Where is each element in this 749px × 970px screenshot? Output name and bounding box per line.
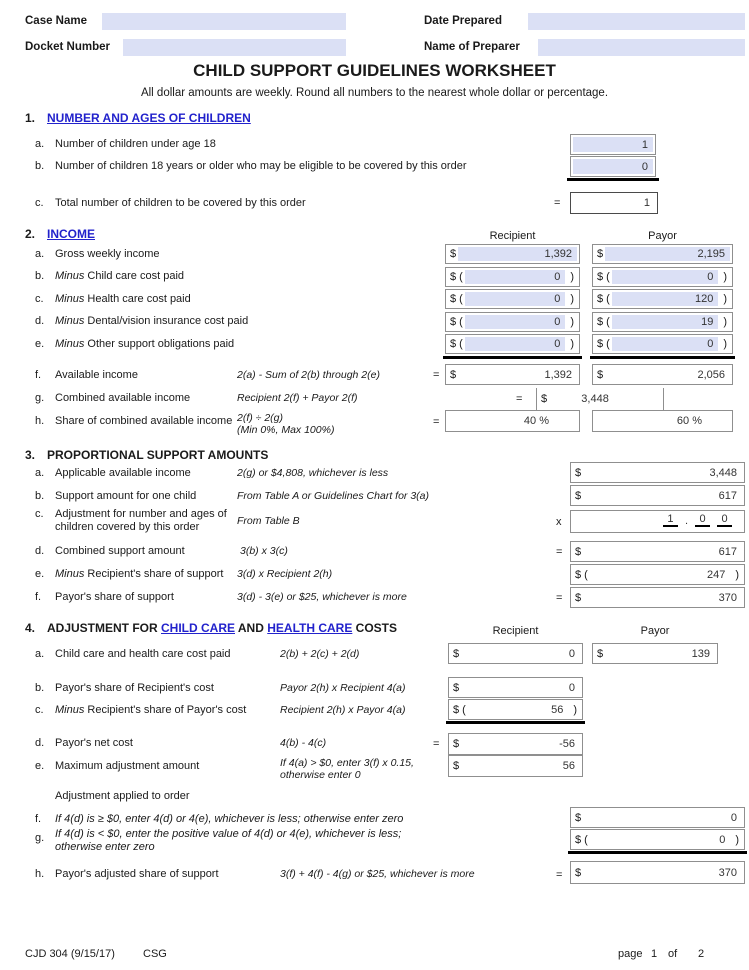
row-1b-label: Number of children 18 years or older who may be eligible to be covered by this order (55, 160, 467, 172)
row-2a-label: Gross weekly income (55, 248, 160, 260)
sum-line-2e-recipient (443, 356, 582, 359)
dollar-sign: $ (450, 248, 457, 260)
row-4a-label: Child care and health care cost paid (55, 648, 231, 660)
adjustment-applied-sublabel: Adjustment applied to order (55, 790, 190, 802)
dollar-sign: $ (453, 647, 460, 660)
row-2f-label: Available income (55, 369, 138, 381)
field-4h-payor-adjusted-share: $ 370 (570, 861, 745, 884)
dollar-sign: $ (453, 760, 460, 772)
row-3d-formula: 3(b) x 3(c) (240, 545, 288, 557)
section3-heading: PROPORTIONAL SUPPORT AMOUNTS (47, 448, 269, 462)
row-4d-label: Payor's net cost (55, 737, 133, 749)
field-2a-recipient[interactable]: $ 1,392 (445, 244, 580, 264)
field-2g-combined-income: $ 3,448 (536, 388, 664, 410)
field-2a-payor[interactable]: $ 2,195 (592, 244, 733, 264)
sum-line-4g (568, 851, 747, 854)
docket-number-input[interactable] (123, 39, 346, 56)
row-3f-formula: 3(d) - 3(e) or $25, whichever is more (237, 591, 407, 603)
section1-number: 1. (25, 111, 36, 125)
row-3f-letter: f. (35, 591, 42, 603)
dollar-sign: $ (597, 368, 604, 381)
paren-open: ( (459, 316, 463, 328)
equals-sign: = (556, 592, 563, 604)
field-3b-one-child-amount: $ 617 (570, 485, 745, 506)
page-label: page (618, 948, 643, 960)
section1-heading-link[interactable]: NUMBER AND AGES OF CHILDREN (47, 111, 251, 125)
dollar-sign: $ (541, 393, 548, 405)
paren-open: ( (606, 316, 610, 328)
row-2g-letter: g. (35, 392, 45, 404)
section2-heading-link[interactable]: INCOME (47, 227, 95, 241)
field-2f-recipient: $ 1,392 (445, 364, 580, 385)
field-2c-recipient[interactable]: $ ( 0 ) (445, 289, 580, 309)
paren-close: ) (570, 338, 574, 350)
row-2a-letter: a. (35, 248, 45, 260)
dollar-sign: $ (450, 368, 457, 381)
case-name-input[interactable] (102, 13, 346, 30)
decimal-point: . (684, 515, 688, 527)
row-3e-label: Minus Recipient's share of support (55, 568, 224, 580)
dollar-sign: $ (575, 811, 582, 824)
field-4b-payor-share-recipient-cost: $ 0 (448, 677, 583, 698)
paren-open: ( (584, 833, 588, 846)
row-4e-formula-line1: If 4(a) > $0, enter 3(f) x 0.15, (280, 757, 414, 769)
row-4e-formula-line2: otherwise enter 0 (280, 769, 361, 781)
row-3a-letter: a. (35, 467, 45, 479)
paren-close: ) (735, 568, 739, 581)
sum-line-4c (446, 721, 585, 724)
paren-open: ( (606, 293, 610, 305)
row-4h-label: Payor's adjusted share of support (55, 868, 219, 880)
row-2c-label: Minus Health care cost paid (55, 293, 191, 305)
field-4g-adjustment-negative: $ ( 0 ) (570, 829, 745, 850)
form-title: CHILD SUPPORT GUIDELINES WORKSHEET (193, 61, 556, 80)
row-2h-label: Share of combined available income (55, 415, 233, 427)
row-4e-label: Maximum adjustment amount (55, 760, 200, 772)
equals-sign: = (554, 197, 561, 209)
row-3c-letter: c. (35, 508, 44, 520)
row-2e-label: Minus Other support obligations paid (55, 338, 235, 350)
dollar-sign: $ (575, 833, 582, 846)
paren-open: ( (459, 338, 463, 350)
dollar-sign: $ (450, 271, 457, 283)
row-3f-label: Payor's share of support (55, 591, 174, 603)
field-4a-recipient: $ 0 (448, 643, 583, 664)
section3-number: 3. (25, 448, 36, 462)
row-2g-formula: Recipient 2(f) + Payor 2(f) (237, 392, 358, 404)
row-3b-formula: From Table A or Guidelines Chart for 3(a) (237, 490, 429, 502)
paren-close: ) (570, 271, 574, 283)
page-of-label: of (668, 948, 678, 960)
equals-sign: = (516, 393, 523, 405)
row-4d-formula: 4(b) - 4(c) (280, 737, 327, 749)
docket-number-label: Docket Number (25, 41, 110, 53)
field-3a-applicable-income: $ 3,448 (570, 462, 745, 483)
field-4e-max-adjustment: $ 56 (448, 755, 583, 777)
section2-number: 2. (25, 227, 36, 241)
dollar-sign: $ (597, 271, 604, 283)
field-3f-payor-share: $ 370 (570, 587, 745, 608)
equals-sign: = (433, 369, 440, 381)
field-1b-children-18-older[interactable]: 0 (570, 156, 656, 177)
row-4f-letter: f. (35, 813, 42, 825)
row-4b-label: Payor's share of Recipient's cost (55, 682, 214, 694)
row-1a-label: Number of children under age 18 (55, 138, 216, 150)
dollar-sign: $ (597, 338, 604, 350)
field-2h-recipient-share: 40 % (445, 410, 580, 432)
section4-payor-column-header: Payor (640, 625, 670, 637)
paren-close: ) (570, 316, 574, 328)
paren-close: ) (570, 293, 574, 305)
form-code: CSG (143, 948, 167, 960)
field-2c-payor[interactable]: $ ( 120 ) (592, 289, 733, 309)
row-2b-letter: b. (35, 270, 45, 282)
row-3b-label: Support amount for one child (55, 490, 197, 502)
dollar-sign: $ (597, 647, 604, 660)
section4-recipient-column-header: Recipient (492, 625, 539, 637)
paren-close: ) (723, 293, 727, 305)
dollar-sign: $ (575, 489, 582, 502)
row-2f-formula: 2(a) - Sum of 2(b) through 2(e) (237, 369, 380, 381)
factor-digit-2: 0 (695, 513, 710, 527)
dollar-sign: $ (450, 338, 457, 350)
field-2b-recipient[interactable]: $ ( 0 ) (445, 267, 580, 287)
row-1b-letter: b. (35, 160, 45, 172)
row-1c-letter: c. (35, 197, 44, 209)
paren-open: ( (462, 703, 466, 716)
dollar-sign: $ (575, 866, 582, 879)
paren-open: ( (606, 271, 610, 283)
paren-close: ) (573, 703, 577, 716)
row-4c-formula: Recipient 2(h) x Payor 4(a) (280, 704, 406, 716)
row-2d-letter: d. (35, 315, 45, 327)
row-2e-letter: e. (35, 338, 45, 350)
field-2h-payor-share: 60 % (592, 410, 733, 432)
paren-close: ) (723, 271, 727, 283)
dollar-sign: $ (575, 545, 582, 558)
row-4c-letter: c. (35, 704, 44, 716)
page-current: 1 (651, 948, 658, 960)
equals-sign: = (433, 738, 440, 750)
paren-open: ( (606, 338, 610, 350)
field-4c-recipient-share-payor-cost: $ ( 56 ) (448, 699, 583, 720)
paren-close: ) (735, 833, 739, 846)
row-4c-label: Minus Recipient's share of Payor's cost (55, 704, 247, 716)
row-4a-letter: a. (35, 648, 45, 660)
dollar-sign: $ (453, 703, 460, 716)
page-total: 2 (698, 948, 705, 960)
dollar-sign: $ (450, 316, 457, 328)
row-4h-letter: h. (35, 868, 45, 880)
row-2h-formula: 2(f) ÷ 2(g) (237, 412, 284, 424)
row-4g-label-line1: If 4(d) is < $0, enter the positive value of 4(d) or 4(e), whichever is less; (55, 828, 402, 840)
child-care-link[interactable]: CHILD CARE (161, 621, 235, 635)
row-4g-label-line2: otherwise enter zero (55, 841, 155, 853)
row-2h-letter: h. (35, 415, 45, 427)
health-care-link[interactable]: HEALTH CARE (267, 621, 353, 635)
row-2g-label: Combined available income (55, 392, 191, 404)
sum-line-1b (567, 178, 659, 181)
multiply-sign: x (556, 516, 562, 528)
row-3a-label: Applicable available income (55, 467, 191, 479)
row-1c-label: Total number of children to be covered by this order (55, 197, 306, 209)
field-2e-payor[interactable]: $ ( 0 ) (592, 334, 733, 354)
section4-number: 4. (25, 621, 36, 635)
field-1a-children-under-18[interactable]: 1 (570, 134, 656, 155)
field-2b-payor[interactable]: $ ( 0 ) (592, 267, 733, 287)
preparer-label: Name of Preparer (424, 41, 520, 53)
row-3d-letter: d. (35, 545, 45, 557)
row-3c-formula: From Table B (237, 515, 300, 527)
equals-sign: = (433, 416, 440, 428)
row-4h-formula: 3(f) + 4(f) - 4(g) or $25, whichever is more (280, 868, 475, 880)
paren-open: ( (459, 293, 463, 305)
row-4g-letter: g. (35, 832, 45, 844)
factor-digit-1: 1 (663, 513, 678, 527)
dollar-sign: $ (575, 591, 582, 604)
row-4d-letter: d. (35, 737, 45, 749)
row-4a-formula: 2(b) + 2(c) + 2(d) (280, 648, 360, 660)
row-2f-letter: f. (35, 369, 42, 381)
dollar-sign: $ (597, 316, 604, 328)
row-4e-letter: e. (35, 760, 45, 772)
field-3e-recipient-share: $ ( 247 ) (570, 564, 745, 585)
sum-line-2e-payor (590, 356, 735, 359)
section4-heading: ADJUSTMENT FOR CHILD CARE AND HEALTH CARE COSTS (47, 621, 398, 635)
paren-close: ) (723, 338, 727, 350)
row-4b-letter: b. (35, 682, 45, 694)
form-subtitle: All dollar amounts are weekly. Round all numbers to the nearest whole dollar or percentage. (140, 87, 609, 99)
row-2d-label: Minus Dental/vision insurance cost paid (55, 315, 249, 327)
dollar-sign: $ (453, 738, 460, 750)
row-3a-formula: 2(g) or $4,808, whichever is less (237, 467, 389, 479)
row-3e-letter: e. (35, 568, 45, 580)
row-3e-formula: 3(d) x Recipient 2(h) (237, 568, 333, 580)
section2-payor-column-header: Payor (648, 230, 677, 242)
field-3c-adjustment-factor (570, 510, 745, 533)
dollar-sign: $ (597, 293, 604, 305)
section2-recipient-column-header: Recipient (489, 230, 536, 242)
row-3c-label-line1: Adjustment for number and ages of (55, 508, 227, 520)
field-4a-payor: $ 139 (592, 643, 718, 664)
row-2b-label: Minus Child care cost paid (55, 270, 185, 282)
form-number: CJD 304 (9/15/17) (25, 948, 115, 960)
paren-open: ( (459, 271, 463, 283)
field-4d-payor-net-cost: $ -56 (448, 733, 583, 755)
dollar-sign: $ (450, 293, 457, 305)
row-3c-label-line2: children covered by this order (55, 521, 200, 533)
paren-close: ) (723, 316, 727, 328)
dollar-sign: $ (575, 466, 582, 479)
field-2d-recipient[interactable]: $ ( 0 ) (445, 312, 580, 332)
dollar-sign: $ (597, 248, 604, 260)
dollar-sign: $ (575, 568, 582, 581)
dollar-sign: $ (453, 681, 460, 694)
field-4f-adjustment-positive: $ 0 (570, 807, 745, 828)
preparer-input[interactable] (538, 39, 745, 56)
case-name-label: Case Name (25, 15, 88, 27)
row-3b-letter: b. (35, 490, 45, 502)
row-2c-letter: c. (35, 293, 44, 305)
factor-digit-3: 0 (717, 513, 732, 527)
row-2h-formula-note: (Min 0%, Max 100%) (237, 424, 335, 436)
row-3d-label: Combined support amount (55, 545, 185, 557)
paren-open: ( (584, 568, 588, 581)
date-prepared-input[interactable] (528, 13, 745, 30)
field-2e-recipient[interactable]: $ ( 0 ) (445, 334, 580, 354)
equals-sign: = (556, 546, 563, 558)
row-1a-letter: a. (35, 138, 45, 150)
field-3d-combined-support: $ 617 (570, 541, 745, 562)
field-2d-payor[interactable]: $ ( 19 ) (592, 312, 733, 332)
row-4b-formula: Payor 2(h) x Recipient 4(a) (280, 682, 406, 694)
field-1c-total-children: 1 (570, 192, 658, 214)
date-prepared-label: Date Prepared (424, 15, 502, 27)
field-2f-payor: $ 2,056 (592, 364, 733, 385)
row-4f-label: If 4(d) is ≥ $0, enter 4(d) or 4(e), whichever is less; otherwise enter zero (55, 813, 404, 825)
equals-sign: = (556, 869, 563, 881)
